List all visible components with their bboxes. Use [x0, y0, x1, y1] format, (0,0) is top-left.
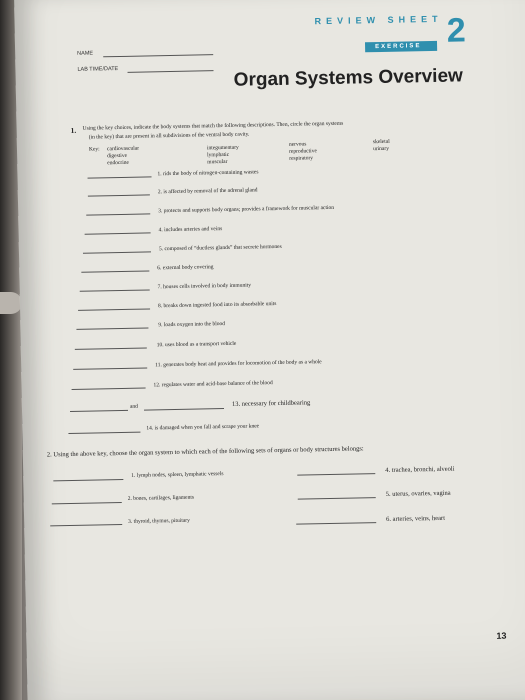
name-line[interactable] [103, 54, 213, 57]
q1-item-10: 10. uses blood as a transport vehicle [156, 340, 237, 349]
review-sheet-header: REVIEW SHEET [314, 13, 443, 27]
worksheet-page [14, 0, 525, 700]
name-label: NAME [77, 50, 94, 57]
q2-blank-5[interactable] [298, 497, 376, 499]
page-number: 13 [496, 630, 507, 641]
q1-item-11: 11. generates body heat and provides for locomotion of the body as a whole [155, 359, 322, 369]
answer-blank-5[interactable] [83, 251, 151, 253]
q1-item-2: 2. is affected by removal of the adrenal gland [157, 187, 258, 196]
answer-blank-1[interactable] [88, 176, 152, 178]
q2-blank-2[interactable] [52, 502, 122, 504]
answer-blank-8[interactable] [78, 308, 150, 310]
answer-blank-11[interactable] [73, 368, 147, 370]
key-urinary: urinary [372, 145, 389, 153]
q2-right-item-4: 4. trachea, bronchi, alveoli [385, 465, 455, 474]
answer-blank-12[interactable] [72, 388, 146, 390]
q2-instructions: 2. Using the above key, choose the organ system to which each of the following sets of organs or body structures belongs: [46, 445, 364, 459]
answer-blank-9[interactable] [76, 327, 148, 329]
q1-item-9: 9. loads oxygen into the blood [158, 321, 226, 329]
key-cardiovascular: cardiovascular [106, 145, 140, 153]
key-lymphatic: lymphatic [207, 151, 230, 159]
answer-blank-14[interactable] [68, 432, 140, 434]
q1-item-7: 7. houses cells involved in body immunity [157, 282, 252, 291]
q2-left-item-1: 1. lymph nodes, spleen, lymphatic vessels [131, 471, 224, 479]
q1-item-1: 1. rids the body of nitrogen-containing wastes [157, 169, 259, 178]
exercise-label: EXERCISE [365, 41, 438, 52]
key-endocrine: endocrine [107, 159, 130, 167]
q1-item-8: 8. breaks down ingested food into its absorbable units [157, 301, 277, 310]
q2-left-item-3: 3. thyroid, thymus, pituitary [128, 517, 190, 525]
answer-blank-13a[interactable] [70, 410, 128, 412]
q2-blank-4[interactable] [297, 473, 375, 475]
lab-time-label: LAB TIME/DATE [77, 66, 119, 73]
answer-blank-3[interactable] [86, 213, 150, 215]
key-digestive: digestive [107, 152, 128, 160]
answer-blank-2[interactable] [88, 194, 150, 196]
exercise-number: 2 [446, 11, 467, 50]
q1-item-4: 4. includes arteries and veins [158, 226, 223, 234]
q1-number: 1. [70, 125, 77, 135]
answer-blank-13b[interactable] [144, 408, 224, 411]
q2-left-item-2: 2. bones, cartilages, ligaments [127, 494, 195, 502]
q1-instructions-1: Using the key choices, indicate the body systems that match the following descriptions. Then, circle the organ systems [82, 120, 344, 132]
q1-item-12: 12. regulates water and acid-base balance of the blood [153, 380, 273, 389]
q1-item-5: 5. composed of “ductless glands” that secrete hormones [158, 243, 282, 253]
binder-tab [0, 292, 22, 314]
key-nervous: nervous [288, 141, 307, 148]
answer-blank-6[interactable] [81, 270, 149, 272]
q2-right-item-5: 5. uterus, ovaries, vagina [385, 489, 451, 498]
q1-item-3: 3. protects and supports body organs; provides a framework for muscular action [158, 204, 335, 215]
key-muscular: muscular [207, 158, 228, 166]
lab-time-line[interactable] [128, 70, 214, 73]
q1-instructions-2: (in the key) that are present in all subdivisions of the ventral body cavity. [88, 131, 250, 141]
and-word: and [129, 403, 138, 410]
q2-blank-3[interactable] [50, 524, 122, 526]
key-reproductive: reproductive [289, 148, 317, 155]
answer-blank-7[interactable] [80, 289, 150, 291]
answer-blank-10[interactable] [75, 348, 147, 350]
q1-item-13: 13. necessary for childbearing [231, 399, 311, 408]
key-label: Key: [88, 146, 100, 153]
answer-blank-4[interactable] [85, 232, 151, 234]
key-skeletal: skeletal [372, 138, 390, 146]
q1-item-6: 6. external body covering [157, 264, 214, 272]
q2-blank-6[interactable] [296, 522, 376, 525]
q2-blank-1[interactable] [53, 479, 123, 481]
q2-right-item-6: 6. arteries, veins, heart [386, 514, 446, 523]
key-respiratory: respiratory [289, 155, 314, 162]
key-integumentary: integumentary [206, 144, 239, 152]
page-title: Organ Systems Overview [233, 65, 464, 91]
q1-item-14: 14. is damaged when you fall and scrape your knee [146, 423, 260, 432]
